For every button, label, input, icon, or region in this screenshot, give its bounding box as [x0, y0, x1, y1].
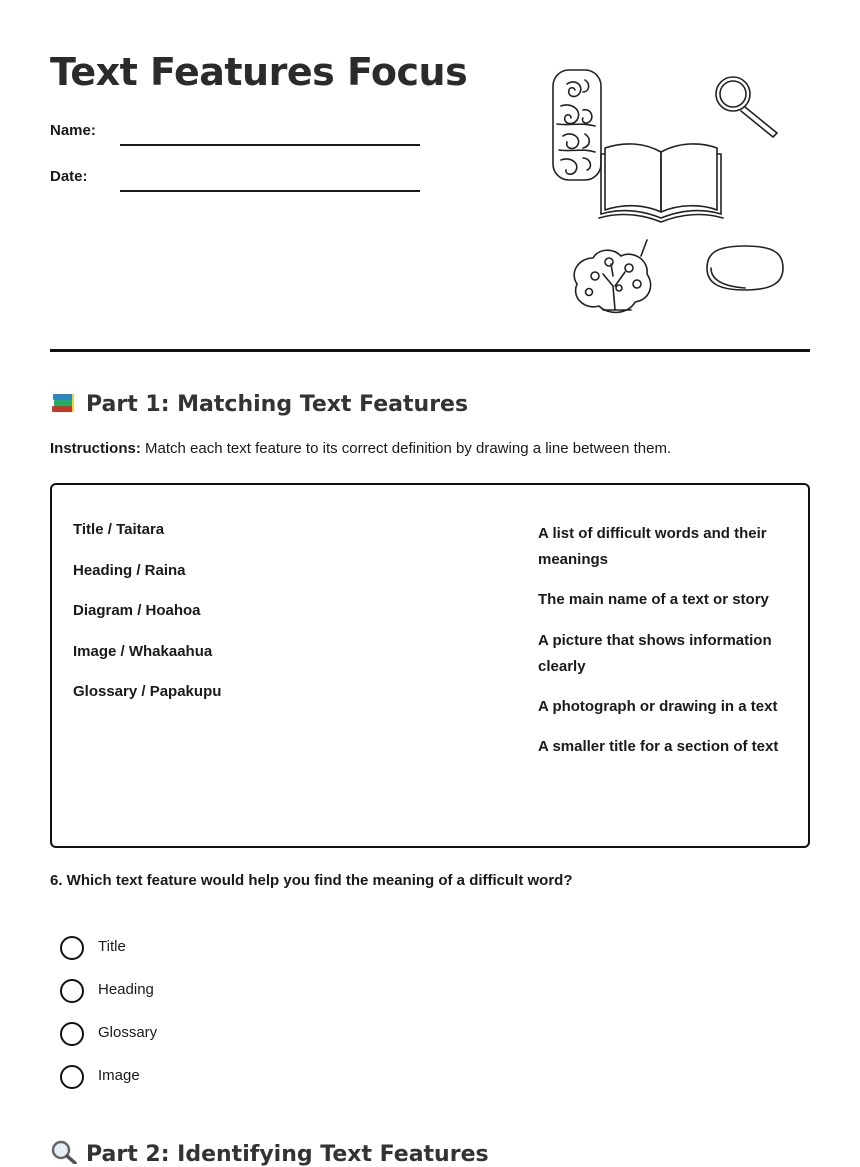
- definition-item[interactable]: A picture that shows information clearly: [538, 632, 772, 675]
- date-line[interactable]: [120, 190, 420, 192]
- feature-item[interactable]: Glossary / Papakupu: [73, 683, 222, 700]
- definition-item[interactable]: A smaller title for a section of text: [538, 738, 779, 755]
- option-label: Heading: [98, 981, 154, 998]
- section-divider: [50, 349, 810, 352]
- date-label: Date:: [50, 168, 88, 185]
- instructions: [50, 440, 671, 457]
- books-icon: [50, 390, 78, 414]
- name-line[interactable]: [120, 144, 420, 146]
- option-label: Glossary: [98, 1024, 158, 1041]
- definition-item[interactable]: A photograph or drawing in a text: [538, 698, 778, 715]
- part1-heading-text: Part 1: Matching Text Features: [86, 392, 469, 417]
- feature-item[interactable]: Image / Whakaahua: [73, 642, 213, 660]
- definition-item[interactable]: The main name of a text or story: [538, 591, 769, 608]
- magnifying-glass-icon: [716, 77, 777, 137]
- name-label: Name:: [50, 122, 96, 139]
- option-label: Image: [98, 1067, 140, 1084]
- oval-icon: [707, 246, 783, 290]
- name-field[interactable]: [50, 114, 420, 144]
- instructions-text: Match each text feature to its correct definition by drawing a line between them.: [140, 440, 672, 457]
- date-field[interactable]: [50, 160, 420, 190]
- question-6: 6. Which text feature would help you find the meaning of a difficult word?: [50, 872, 573, 889]
- carving-icon: [553, 70, 601, 180]
- radio-button[interactable]: [60, 936, 84, 960]
- feature-item[interactable]: Diagram / Hoahoa: [73, 602, 201, 619]
- matching-box: [50, 483, 810, 848]
- definitions-column: [538, 521, 794, 774]
- feature-item[interactable]: Heading / Raina: [73, 561, 186, 579]
- features-column: [73, 521, 221, 724]
- page-title: Text Features Focus: [50, 50, 468, 94]
- part1-heading: [50, 390, 468, 417]
- tree-icon: [574, 240, 650, 312]
- definition-item[interactable]: A list of difficult words and their meanings: [538, 525, 767, 568]
- radio-button[interactable]: [60, 979, 84, 1003]
- open-book-icon: [599, 144, 723, 222]
- text-features-illustration: [545, 62, 785, 317]
- part2-heading: [50, 1140, 489, 1167]
- option-label: Title: [98, 938, 126, 955]
- magnifier-icon: [50, 1140, 78, 1164]
- feature-item[interactable]: Title / Taitara: [73, 521, 165, 538]
- radio-button[interactable]: [60, 1022, 84, 1046]
- instructions-label: Instructions:: [50, 440, 141, 457]
- part2-heading-text: Part 2: Identifying Text Features: [86, 1142, 489, 1167]
- radio-button[interactable]: [60, 1065, 84, 1089]
